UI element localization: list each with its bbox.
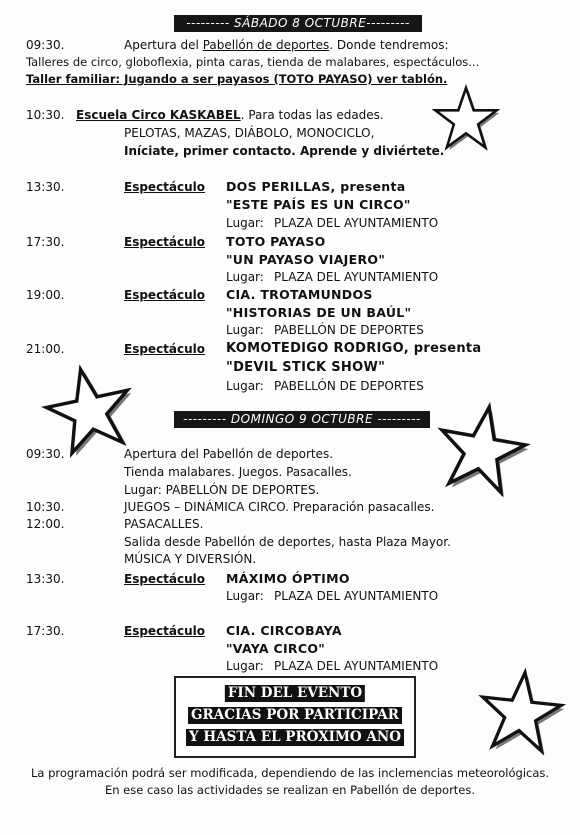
closing-line-thanks: GRACIAS POR PARTICIPAR (188, 707, 402, 724)
show-label: Espectáculo (124, 624, 206, 638)
place-label: Lugar: (226, 589, 264, 603)
school-items: PELOTAS, MAZAS, DIÁBOLO, MONOCICLO, (124, 126, 375, 140)
time: 17:30. (26, 624, 65, 638)
show-company: KOMOTEDIGO RODRIGO, presenta (226, 341, 482, 356)
sunday-header: --------- DOMINGO 9 OCTUBRE --------- (174, 411, 430, 428)
time: 13:30. (26, 572, 65, 586)
show-title: "ESTE PAÍS ES UN CIRCO" (226, 197, 411, 212)
time: 13:30. (26, 180, 65, 194)
opening-text: Tienda malabares. Juegos. Pasacalles. (124, 465, 352, 479)
time: 12:00. (26, 517, 65, 531)
place-label: Lugar: (226, 323, 264, 337)
star-icon (38, 358, 140, 460)
parade-title: PASACALLES. (124, 517, 204, 531)
parade-route: Salida desde Pabellón de deportes, hasta Plaza Mayor. (124, 535, 451, 549)
show-company: CIA. TROTAMUNDOS (226, 287, 373, 302)
school-tagline: Iníciate, primer contacto. Aprende y diviértete. (124, 144, 445, 158)
time: 09:30. (26, 447, 65, 461)
show-company: DOS PERILLAS, presenta (226, 179, 406, 194)
show-company: MÁXIMO ÓPTIMO (226, 571, 350, 586)
closing-line-end: FIN DEL EVENTO (225, 685, 365, 702)
time: 09:30. (26, 38, 65, 52)
show-title: "VAYA CIRCO" (226, 641, 326, 656)
games-text: JUEGOS – DINÁMICA CIRCO. Preparación pasacalles. (124, 500, 435, 514)
place: PABELLÓN DE DEPORTES (274, 323, 424, 337)
time: 17:30. (26, 235, 65, 249)
opening-text: Apertura del Pabellón de deportes. (124, 447, 334, 461)
star-icon (431, 397, 533, 499)
workshops-text: Talleres de circo, globoflexia, pinta caras, tienda de malabares, espectáculos... (26, 55, 480, 69)
show-label: Espectáculo (124, 235, 206, 249)
place: PLAZA DEL AYUNTAMIENTO (274, 216, 439, 230)
place-label: Lugar: (226, 216, 264, 230)
time: 10:30. (26, 108, 65, 122)
show-title: "HISTORIAS DE UN BAÚL" (226, 305, 412, 320)
star-icon (476, 666, 566, 756)
time: 10:30. (26, 500, 65, 514)
show-label: Espectáculo (124, 288, 206, 302)
show-company: CIA. CIRCOBAYA (226, 623, 342, 638)
place: PLAZA DEL AYUNTAMIENTO (274, 270, 439, 284)
place: PABELLÓN DE DEPORTES (274, 379, 424, 393)
time: 19:00. (26, 288, 65, 302)
opening-place: Lugar: PABELLÓN DE DEPORTES. (124, 483, 320, 497)
star-icon (434, 86, 498, 150)
show-label: Espectáculo (124, 342, 206, 356)
place: PLAZA DEL AYUNTAMIENTO (274, 589, 439, 603)
footer-note-weather: La programación podrá ser modificada, dependiendo de las inclemencias meteorológicas. (30, 766, 550, 780)
show-title: "UN PAYASO VIAJERO" (226, 252, 386, 267)
place-label: Lugar: (226, 659, 264, 673)
footer-note-venue: En ese caso las actividades se realizan en Pabellón de deportes. (104, 783, 476, 797)
place: PLAZA DEL AYUNTAMIENTO (274, 659, 439, 673)
closing-line-next-year: Y HASTA EL PRÓXIMO AÑO (186, 729, 404, 746)
show-label: Espectáculo (124, 180, 206, 194)
school-text: Escuela Circo KASKABEL. Para todas las edades. (76, 108, 384, 122)
closing-box (174, 676, 416, 758)
saturday-header: --------- SÁBADO 8 OCTUBRE--------- (174, 15, 422, 32)
place-label: Lugar: (226, 270, 264, 284)
show-title: "DEVIL STICK SHOW" (226, 360, 386, 375)
show-company: TOTO PAYASO (226, 234, 326, 249)
parade-music: MÚSICA Y DIVERSIÓN. (124, 552, 257, 566)
family-workshop: Taller familiar: Jugando a ser payasos (TOTO PAYASO) ver tablón. (26, 72, 448, 86)
show-label: Espectáculo (124, 572, 206, 586)
time: 21:00. (26, 342, 65, 356)
opening-text: Apertura del Pabellón de deportes. Donde tendremos: (124, 38, 449, 52)
place-label: Lugar: (226, 379, 264, 393)
